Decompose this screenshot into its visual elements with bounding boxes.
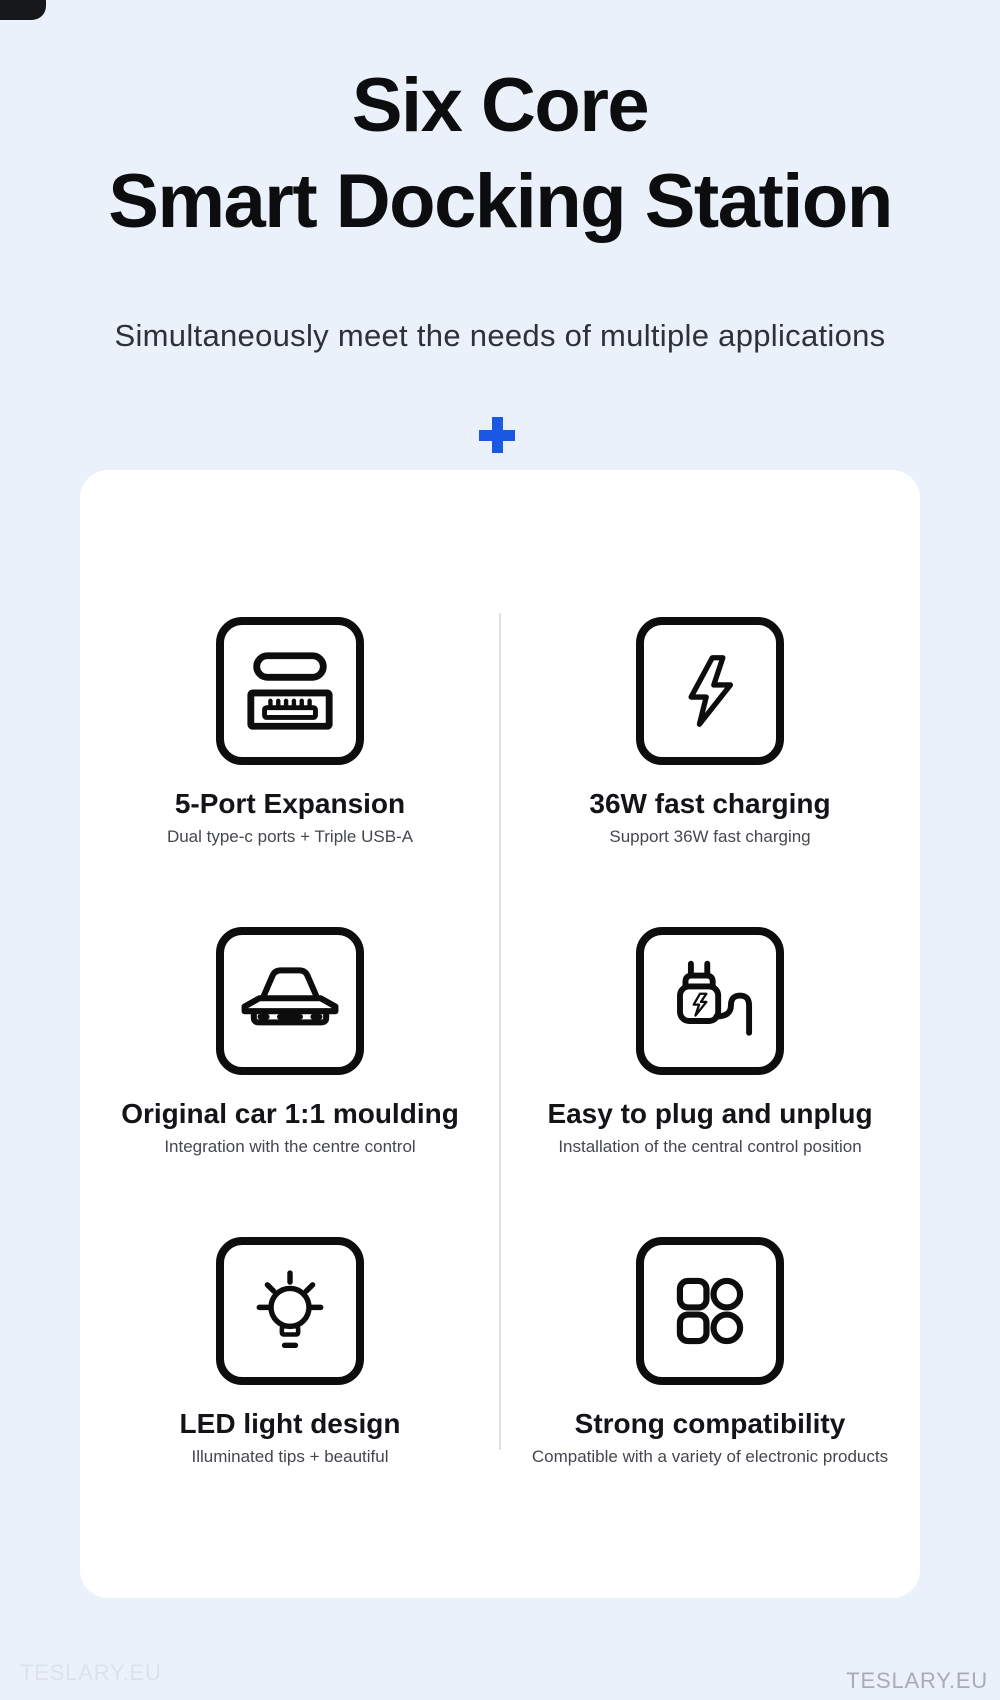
features-grid xyxy=(80,470,920,1598)
feature-subtitle: Installation of the central control position xyxy=(558,1137,862,1156)
title-line-2: Smart Docking Station xyxy=(108,159,892,244)
feature-subtitle: Integration with the centre control xyxy=(164,1137,416,1156)
feature-title: Strong compatibility xyxy=(574,1408,846,1439)
page-subtitle: Simultaneously meet the needs of multiple applications xyxy=(114,318,886,353)
feature-title: LED light design xyxy=(179,1408,401,1439)
led-bulb-icon xyxy=(216,1237,364,1385)
feature-title: Easy to plug and unplug xyxy=(547,1098,873,1129)
feature-original-car-moulding xyxy=(80,927,500,1237)
feature-title: Original car 1:1 moulding xyxy=(121,1098,459,1129)
feature-title: 5-Port Expansion xyxy=(174,788,406,819)
feature-subtitle: Support 36W fast charging xyxy=(609,827,811,846)
feature-strong-compatibility xyxy=(500,1237,920,1547)
watermark-bottom-left: TESLARY.EU xyxy=(20,1660,162,1685)
feature-subtitle: Compatible with a variety of electronic products xyxy=(531,1447,889,1466)
app-grid-icon xyxy=(636,1237,784,1385)
feature-36w-fast-charging xyxy=(500,617,920,927)
feature-subtitle: Illuminated tips + beautiful xyxy=(191,1447,389,1466)
watermark-bottom-right: TESLARY.EU xyxy=(846,1668,988,1693)
features-card xyxy=(80,470,920,1598)
feature-led-light-design xyxy=(80,1237,500,1547)
feature-title: 36W fast charging xyxy=(589,788,831,819)
feature-5-port-expansion xyxy=(80,617,500,927)
plus-icon xyxy=(479,417,515,453)
corner-mark xyxy=(0,0,46,20)
car-front-icon xyxy=(216,927,364,1075)
title-line-1: Six Core xyxy=(351,63,649,148)
plus-bar-vertical xyxy=(492,417,503,453)
lightning-icon xyxy=(636,617,784,765)
feature-subtitle: Dual type-c ports + Triple USB-A xyxy=(166,827,414,846)
feature-easy-plug-unplug xyxy=(500,927,920,1237)
page-title xyxy=(0,58,1000,250)
usb-ports-icon xyxy=(216,617,364,765)
charger-plug-icon xyxy=(636,927,784,1075)
